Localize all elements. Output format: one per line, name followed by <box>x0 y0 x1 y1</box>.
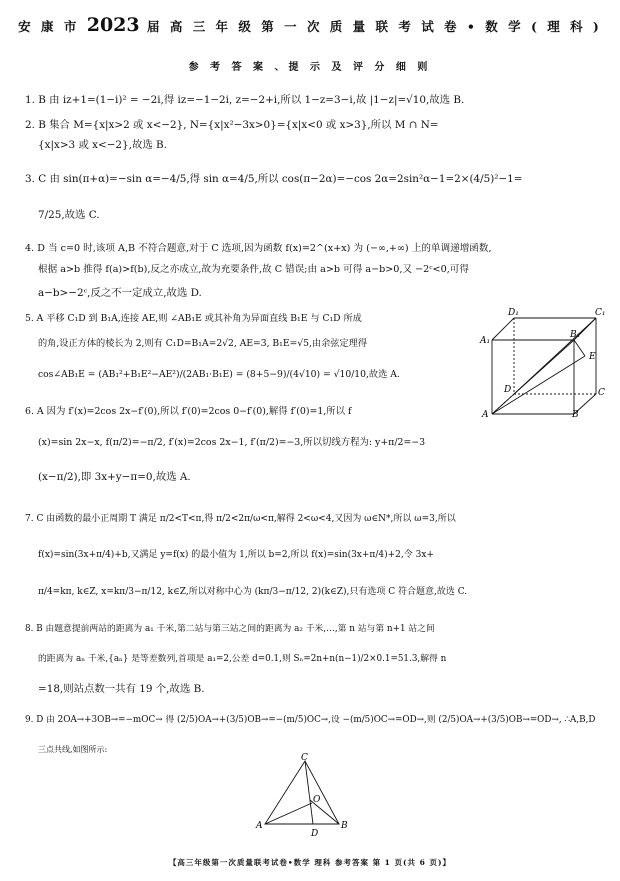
page-subtitle: 参 考 答 案 、提 示 及 评 分 细 则 <box>188 62 432 73</box>
answer-5-line-1: 5. A 平移 C₁D 到 B₁A,连接 AE,则 ∠AB₁E 或其补角为异面直线 B₁E 与 C₁D 所成 <box>25 313 362 324</box>
cube-label-a1: A₁ <box>480 336 491 346</box>
tri-label-a: A <box>256 821 263 831</box>
answer-2-line-2: {x|x>3 或 x<−2},故选 B. <box>38 139 167 151</box>
triangle-diagram <box>255 752 355 842</box>
answer-9-line-2: 三点共线,如图所示: <box>38 745 108 754</box>
answer-5-line-3: cos∠AB₁E = (AB₁²+B₁E²−AE²)/(2AB₁·B₁E) = (8+5−9)/(4√10) = √10/10,故选 A. <box>38 369 400 380</box>
cube-label-a: A <box>482 410 489 418</box>
answer-9-line-1: 9. D 由 2OA→+3OB→=−mOC→ 得 (2/5)OA→+(3/5)OB→=−(m/5)OC→,设 −(m/5)OC→=OD→,则 (2/5)OA→+(3/5)OB→=OD→, ∴A,B,D <box>25 715 596 725</box>
tri-label-o: O <box>313 795 321 805</box>
cube-label-c1: C₁ <box>595 308 606 318</box>
page-title: 安 康 市 2023 届 高 三 年 级 第 一 次 质 量 联 考 试 卷 • 数 学 ( 理 科 ) <box>18 14 602 36</box>
tri-label-d: D <box>311 829 319 839</box>
answer-8-line-1: 8. B 由题意提前两站的距离为 a₁ 千米,第二站与第三站之间的距离为 a₂ 千米,…,第 n 站与第 n+1 站之间 <box>25 624 435 634</box>
answer-7-line-2: f(x)=sin(3x+π/4)+b,又满足 y=f(x) 的最小值为 1,所以 b=2,所以 f(x)=sin(3x+π/4)+2,令 3x+ <box>38 550 434 560</box>
answer-3-line-1: 3. C 由 sin(π+α)=−sin α=−4/5,得 sin α=4/5,所以 cos(π−2α)=−cos 2α=2sin²α−1=2×(4/5)²−1= <box>25 173 523 185</box>
answer-6-line-2: (x)=sin 2x−x, f(π/2)=−π/2, f′(x)=2cos 2x−1, f′(π/2)=−3,所以切线方程为: y+π/2=−3 <box>38 437 426 448</box>
answer-7-line-1: 7. C 由函数的最小正周期 T 满足 π/2<T<π,得 π/2<2π/ω<π,解得 2<ω<4,又因为 ω∈N*,所以 ω=3,所以 <box>25 514 456 524</box>
answer-1-line-1: 1. B 由 iz+1=(1−i)² = −2i,得 iz=−1−2i, z=−2+i,所以 1−z=3−i,故 |1−z|=√10,故选 B. <box>25 94 465 106</box>
tri-label-b: B <box>341 821 348 831</box>
cube-label-d1: D₁ <box>508 308 519 318</box>
answer-5-line-2: 的角,设正方体的棱长为 2,则有 C₁D=B₁A=2√2, AE=3, B₁E=√5,由余弦定理得 <box>38 338 368 349</box>
cube-label-b1: B₁ <box>570 330 581 340</box>
cube-diagram <box>478 306 608 418</box>
cube-label-d: D <box>504 385 512 395</box>
answer-6-line-3: (x−π/2),即 3x+y−π=0,故选 A. <box>38 471 191 483</box>
answer-4-line-1: 4. D 当 c=0 时,该项 A,B 不符合题意,对于 C 选项,因为函数 f(x)=2^(x+x) 为 (−∞,+∞) 上的单调递增函数, <box>25 243 492 254</box>
answer-7-line-3: π/4=kπ, k∈Z, x=kπ/3−π/12, k∈Z,所以对称中心为 (kπ/3−π/12, 2)(k∈Z),只有选项 C 符合题意,故选 C. <box>38 587 468 597</box>
answer-8-line-3: =18,则站点数一共有 19 个,故选 B. <box>38 683 205 695</box>
answer-4-line-3: a−b>−2ᶜ,反之不一定成立,故选 D. <box>38 287 202 299</box>
tri-label-c: C <box>301 753 308 763</box>
answer-2-line-1: 2. B 集合 M={x|x>2 或 x<−2}, N={x|x²−3x>0}={x|x<0 或 x>3},所以 M ∩ N= <box>25 119 439 131</box>
cube-label-e: E <box>589 352 596 362</box>
title-year: 2023 <box>86 14 140 36</box>
page-footer: 【高三年级第一次质量联考试卷•数学 理科 参考答案 第 1 页(共 6 页)】 <box>168 858 452 867</box>
answer-6-line-1: 6. A 因为 f′(x)=2cos 2x−f′(0),所以 f′(0)=2cos 0−f′(0),解得 f′(0)=1,所以 f <box>25 406 352 417</box>
answer-3-line-2: 7/25,故选 C. <box>38 209 100 221</box>
answer-4-line-2: 根据 a>b 推得 f(a)>f(b),反之亦成立,故为充要条件,故 C 错误;由 a>b 可得 a−b>0,又 −2ᶜ<0,可得 <box>38 264 469 275</box>
answer-8-line-2: 的距离为 aₙ 千米,{aₙ} 是等差数列,首项是 a₁=2,公差 d=0.1,则 Sₙ=2n+n(n−1)/2×0.1=51.3,解得 n <box>38 654 447 664</box>
cube-label-b: B <box>572 410 579 418</box>
cube-label-c: C <box>598 388 605 398</box>
